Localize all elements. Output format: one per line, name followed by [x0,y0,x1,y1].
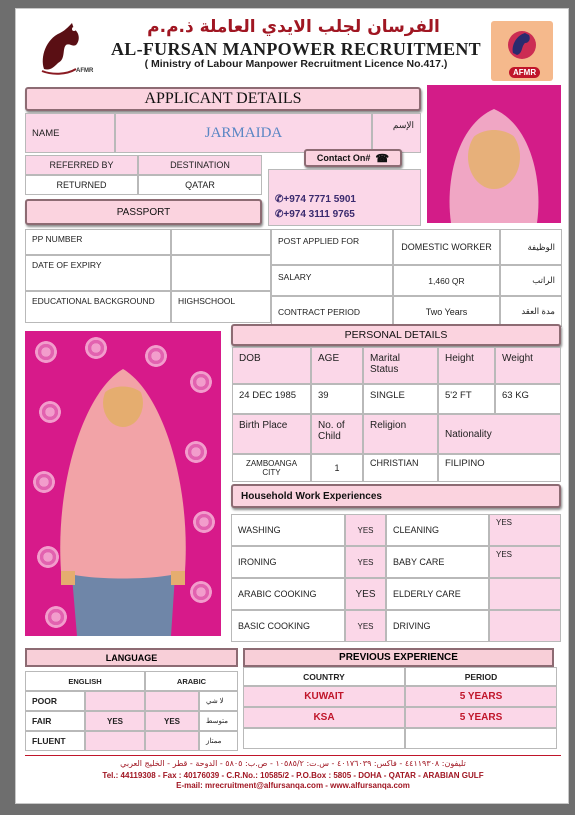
destination-label: DESTINATION [138,155,262,175]
religion-label: Religion [363,414,438,454]
language-level-label-ar: ممتاز [199,731,238,751]
expiry-label: DATE OF EXPIRY [25,255,171,291]
licence-text: ( Ministry of Labour Manpower Recruitment Licence No.417.) [144,58,448,70]
afmr-badge: AFMR [509,67,540,78]
contract-period-label: CONTRACT PERIOD [271,296,393,327]
footer-email[interactable]: E-mail: mrecruitment@alfursanqa.com - www.alfursanqa.com [176,781,410,790]
marital-status-value: SINGLE [363,384,438,414]
salary-value: 1,460 QR [393,265,500,296]
education-label: EDUCATIONAL BACKGROUND [25,291,171,323]
household-task-label: CLEANING [386,514,489,546]
passport-title: PASSPORT [116,206,171,218]
household-task-value: YES [489,514,561,546]
english-level-value [85,731,145,751]
salary-label-ar: الراتب [500,265,562,296]
arabic-level-value: YES [145,711,199,731]
language-level-label-ar: لا شي [199,691,238,711]
name-label: NAME [25,113,115,153]
experience-col-country: COUNTRY [243,667,405,686]
company-arabic-name: الفرسان لجلب الايدي العاملة ذ.م.م [147,17,440,37]
expiry-value [171,255,271,291]
referred-by-label: REFERRED BY [25,155,138,175]
logo-text-left: AFMR [76,68,94,74]
applicant-portrait-photo [427,85,561,223]
company-name: AL-FURSAN MANPOWER RECRUITMENT [110,39,481,59]
contact-header [304,149,402,167]
household-task-label: BABY CARE [386,546,489,578]
household-task-label: ARABIC COOKING [231,578,345,610]
application-form [15,8,569,804]
phone-icon: ☎ [375,152,390,165]
age-value: 39 [311,384,363,414]
afmr-logo [491,21,553,81]
personal-details-title: PERSONAL DETAILS [344,329,448,341]
household-task-value: YES [345,546,386,578]
experience-empty-row [243,728,405,749]
post-applied-value: DOMESTIC WORKER [393,229,500,265]
pp-number-label: PP NUMBER [25,229,171,255]
language-level-label: POOR [25,691,85,711]
footer-arabic: تليفون: ٤٤١١٩٣٠٨ - فاكس: ٤٠١٧٦٠٣٩ - س.ت: ١٠٥٨٥/٢ - ص.ب: ٥٨٠٥ - الدوحة - قطر - الخليج العربي [120,759,466,768]
previous-experience-header [243,648,554,667]
nationality-value: FILIPINO [438,454,561,482]
experience-period: 5 YEARS [405,686,557,707]
phone-number[interactable]: ✆+974 7771 5901 [275,193,356,205]
personal-details-header [231,324,561,346]
language-col-arabic: ARABIC [145,671,238,691]
applicant-details-header [25,87,421,111]
contact-box [268,169,421,226]
contract-period-label-ar: مدة العقد [500,296,562,327]
pp-number-value [171,229,271,255]
previous-experience-title: PREVIOUS EXPERIENCE [339,652,458,663]
household-task-value: YES [345,610,386,642]
household-title: Household Work Experiences [241,490,382,502]
marital-status-label: Marital Status [363,347,438,384]
contract-period-value: Two Years [393,296,500,327]
arabic-level-value [145,731,199,751]
name-label-ar: الإسم [372,113,421,153]
language-level-label-ar: متوسط [199,711,238,731]
household-task-label: DRIVING [386,610,489,642]
passport-header [25,199,262,225]
household-header [231,484,561,508]
age-label: AGE [311,347,363,384]
education-value: HIGHSCHOOL [171,291,271,323]
phone-number[interactable]: ✆+974 3111 9765 [275,208,355,220]
birth-place-label: Birth Place [232,414,311,454]
dob-value: 24 DEC 1985 [232,384,311,414]
household-task-label: ELDERLY CARE [386,578,489,610]
contact-label: Contact On# [316,153,371,163]
language-title: LANGUAGE [105,652,158,663]
household-task-label: IRONING [231,546,345,578]
post-applied-label-ar: الوظيفة [500,229,562,265]
english-level-value: YES [85,711,145,731]
household-task-value: YES [345,514,386,546]
experience-country: KUWAIT [243,686,405,707]
applicant-full-body-photo [25,331,221,636]
birth-place-value: ZAMBOANGA CITY [232,454,311,482]
experience-country: KSA [243,707,405,728]
language-level-label: FLUENT [25,731,85,751]
referred-by-value: RETURNED [25,175,138,195]
english-level-value [85,691,145,711]
religion-value: CHRISTIAN [363,454,438,482]
applicant-details-title: APPLICANT DETAILS [144,90,302,107]
weight-value: 63 KG [495,384,561,414]
household-task-value: YES [345,578,386,610]
applicant-name: JARMAIDA [115,113,372,153]
nationality-label: Nationality [438,414,561,454]
salary-label: SALARY [271,265,393,296]
household-task-label: BASIC COOKING [231,610,345,642]
children-value: 1 [311,454,363,482]
experience-col-period: PERIOD [405,667,557,686]
footer-divider [25,755,561,756]
language-header [25,648,238,667]
weight-label: Weight [495,347,561,384]
household-task-value [489,578,561,610]
destination-value: QATAR [138,175,262,195]
arabic-level-value [145,691,199,711]
experience-period: 5 YEARS [405,707,557,728]
household-task-label: WASHING [231,514,345,546]
height-label: Height [438,347,495,384]
footer-contact: Tel.: 44119308 - Fax : 40176039 - C.R.No.: 10585/2 - P.O.Box : 5805 - DOHA - QATAR - ARABIAN GULF [102,771,484,780]
household-task-value: YES [489,546,561,578]
household-task-value [489,610,561,642]
language-level-label: FAIR [25,711,85,731]
experience-empty-row [405,728,557,749]
children-label: No. of Child [311,414,363,454]
height-value: 5'2 FT [438,384,495,414]
language-col-english: ENGLISH [25,671,145,691]
post-applied-label: POST APPLIED FOR [271,229,393,265]
dob-label: DOB [232,347,311,384]
